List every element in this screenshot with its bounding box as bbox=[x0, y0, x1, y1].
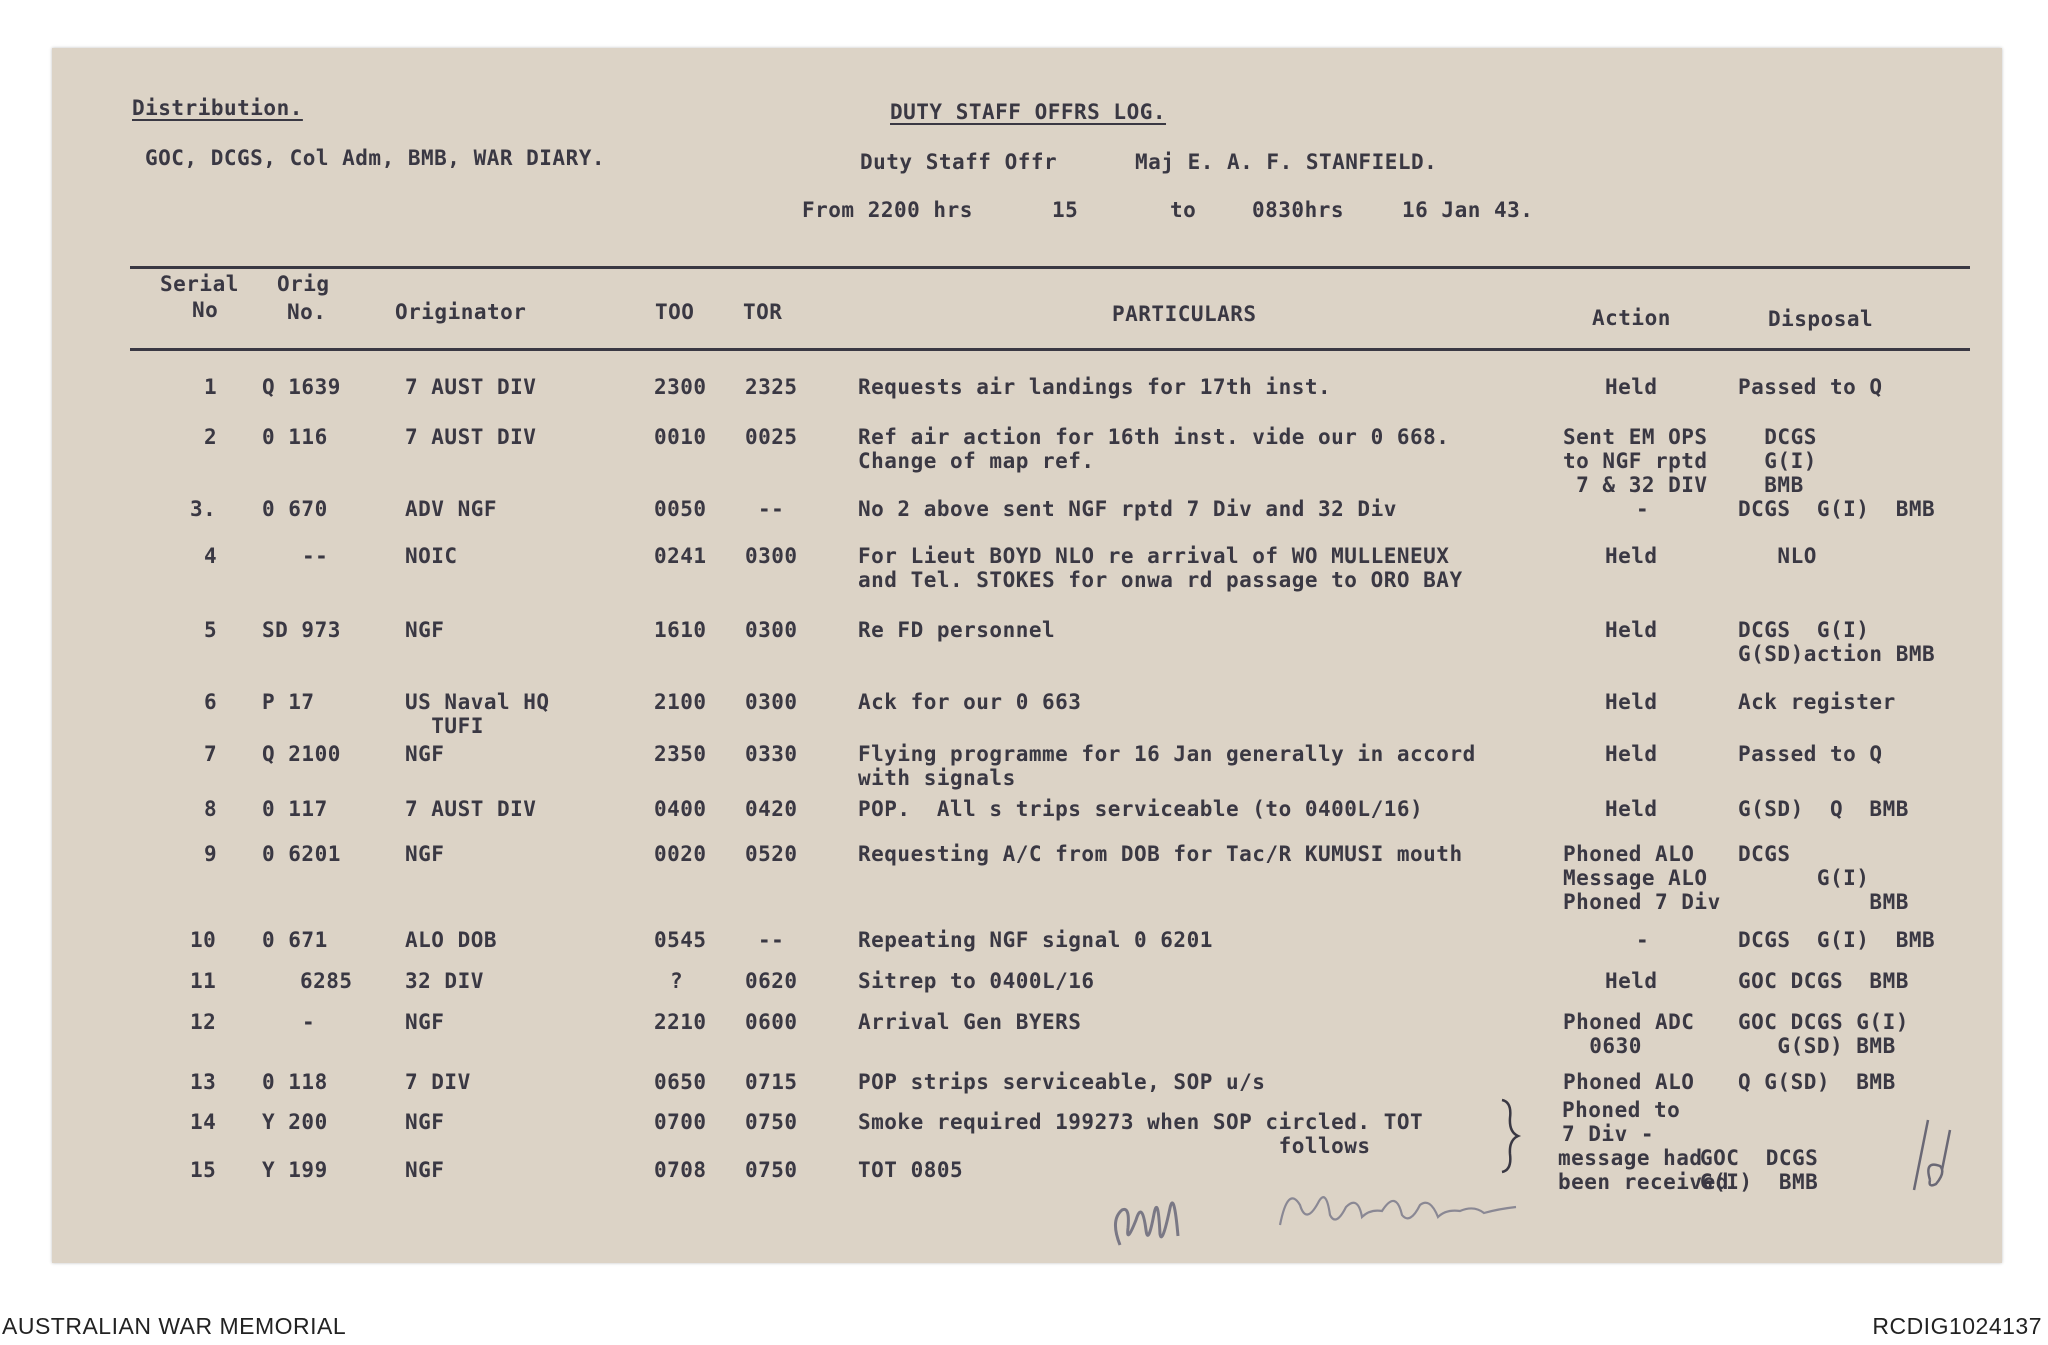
particulars-cell: Repeating NGF signal 0 6201 bbox=[858, 928, 1213, 952]
column-header-action: Action bbox=[1592, 306, 1671, 330]
footer-institution: AUSTRALIAN WAR MEMORIAL bbox=[2, 1313, 347, 1339]
distribution-list: GOC, DCGS, Col Adm, BMB, WAR DIARY. bbox=[145, 146, 606, 170]
page-number-mark bbox=[1900, 1110, 1960, 1200]
column-header-tor: TOR bbox=[743, 300, 783, 324]
action-cell: Phoned ALO bbox=[1563, 842, 1695, 866]
serial-cell: 15 bbox=[190, 1158, 217, 1182]
originator-cell: US Naval HQ bbox=[405, 690, 550, 714]
disposal-cell: BMB bbox=[1738, 473, 1804, 497]
serial-cell: 11 bbox=[190, 969, 217, 993]
shared-disposal-line: GOC DCGS bbox=[1700, 1146, 1819, 1170]
serial-cell: 14 bbox=[190, 1110, 217, 1134]
originator-cell: 7 AUST DIV bbox=[405, 425, 537, 449]
action-cell: Phoned 7 Div bbox=[1563, 890, 1721, 914]
originator-cell: 7 DIV bbox=[405, 1070, 471, 1094]
action-cell: Held bbox=[1605, 618, 1658, 642]
particulars-cell: Ack for our 0 663 bbox=[858, 690, 1082, 714]
serial-cell: 9 bbox=[204, 842, 218, 866]
period-to-time: 0830hrs bbox=[1252, 198, 1345, 222]
column-header-disposal: Disposal bbox=[1768, 307, 1874, 331]
serial-cell: 8 bbox=[204, 797, 218, 821]
orig-no-cell: 0 116 bbox=[262, 425, 328, 449]
disposal-cell: G(I) bbox=[1738, 449, 1817, 473]
originator-cell: TUFI bbox=[405, 714, 484, 738]
action-cell: Phoned ADC bbox=[1563, 1010, 1695, 1034]
orig-no-cell: 6285 bbox=[300, 969, 353, 993]
originator-cell: NOIC bbox=[405, 544, 458, 568]
orig-no-cell: P 17 bbox=[262, 690, 315, 714]
orig-no-cell: -- bbox=[302, 544, 329, 568]
particulars-cell: with signals bbox=[858, 766, 1016, 790]
action-cell: 0630 bbox=[1563, 1034, 1642, 1058]
period-to-label: to bbox=[1170, 198, 1197, 222]
disposal-cell: BMB bbox=[1738, 890, 1909, 914]
particulars-cell: Requesting A/C from DOB for Tac/R KUMUSI mouth bbox=[858, 842, 1463, 866]
too-cell: 0708 bbox=[654, 1158, 707, 1182]
serial-cell: 4 bbox=[204, 544, 218, 568]
originator-cell: NGF bbox=[405, 1010, 445, 1034]
column-header-too: TOO bbox=[655, 300, 695, 324]
originator-cell: NGF bbox=[405, 842, 445, 866]
action-cell: Held bbox=[1605, 969, 1658, 993]
particulars-cell: Arrival Gen BYERS bbox=[858, 1010, 1082, 1034]
orig-no-cell: 0 670 bbox=[262, 497, 328, 521]
action-cell: Held bbox=[1605, 375, 1658, 399]
too-cell: 0650 bbox=[654, 1070, 707, 1094]
action-cell: Sent EM OPS bbox=[1563, 425, 1708, 449]
disposal-cell: Ack register bbox=[1738, 690, 1896, 714]
action-cell: 7 & 32 DIV bbox=[1563, 473, 1708, 497]
shared-action-line: message had bbox=[1558, 1146, 1703, 1170]
orig-no-cell: SD 973 bbox=[262, 618, 341, 642]
column-header-orig: Orig bbox=[277, 272, 330, 296]
particulars-cell: Requests air landings for 17th inst. bbox=[858, 375, 1332, 399]
action-cell: Message ALO bbox=[1563, 866, 1708, 890]
table-header-rule bbox=[130, 348, 1970, 351]
originator-cell: NGF bbox=[405, 618, 445, 642]
orig-no-cell: Y 199 bbox=[262, 1158, 328, 1182]
serial-cell: 10 bbox=[190, 928, 217, 952]
serial-cell: 5 bbox=[204, 618, 218, 642]
action-cell: Held bbox=[1605, 797, 1658, 821]
particulars-cell: and Tel. STOKES for onwa rd passage to ORO BAY bbox=[858, 568, 1463, 592]
tor-cell: 0025 bbox=[745, 425, 798, 449]
too-cell: 0545 bbox=[654, 928, 707, 952]
shared-action-line: Phoned to bbox=[1562, 1098, 1681, 1122]
tor-cell: 0600 bbox=[745, 1010, 798, 1034]
particulars-cell: POP strips serviceable, SOP u/s bbox=[858, 1070, 1266, 1094]
too-cell: 0010 bbox=[654, 425, 707, 449]
initials-signature bbox=[1100, 1150, 1210, 1260]
orig-no-cell: 0 117 bbox=[262, 797, 328, 821]
stanfield-signature bbox=[1270, 1165, 1530, 1245]
shared-action-line: been received bbox=[1558, 1170, 1729, 1194]
orig-no-cell: 0 671 bbox=[262, 928, 328, 952]
originator-cell: ADV NGF bbox=[405, 497, 498, 521]
duty-officer-name: Maj E. A. F. STANFIELD. bbox=[1135, 150, 1438, 174]
footer-record-id: RCDIG1024137 bbox=[1872, 1313, 2042, 1339]
page-title: DUTY STAFF OFFRS LOG. bbox=[890, 100, 1167, 124]
originator-cell: NGF bbox=[405, 1158, 445, 1182]
tor-cell: 0750 bbox=[745, 1110, 798, 1134]
tor-cell: 0330 bbox=[745, 742, 798, 766]
action-cell: Held bbox=[1605, 690, 1658, 714]
too-cell: ? bbox=[670, 969, 684, 993]
originator-cell: NGF bbox=[405, 1110, 445, 1134]
serial-cell: 12 bbox=[190, 1010, 217, 1034]
serial-cell: 2 bbox=[204, 425, 218, 449]
disposal-cell: NLO bbox=[1738, 544, 1817, 568]
serial-cell: 6 bbox=[204, 690, 218, 714]
disposal-cell: DCGS bbox=[1738, 425, 1817, 449]
particulars-cell: POP. All s trips serviceable (to 0400L/16) bbox=[858, 797, 1424, 821]
particulars-cell: For Lieut BOYD NLO re arrival of WO MULLENEUX bbox=[858, 544, 1450, 568]
particulars-cell: Change of map ref. bbox=[858, 449, 1095, 473]
particulars-cell: Re FD personnel bbox=[858, 618, 1056, 642]
disposal-cell: GOC DCGS G(I) bbox=[1738, 1010, 1909, 1034]
column-header-particulars: PARTICULARS bbox=[1112, 302, 1257, 326]
disposal-cell: Q G(SD) BMB bbox=[1738, 1070, 1896, 1094]
disposal-cell: DCGS bbox=[1738, 842, 1791, 866]
disposal-cell: G(SD)action BMB bbox=[1738, 642, 1936, 666]
action-cell: Phoned ALO bbox=[1563, 1070, 1695, 1094]
too-cell: 2350 bbox=[654, 742, 707, 766]
particulars-cell: Smoke required 199273 when SOP circled. TOT bbox=[858, 1110, 1424, 1134]
tor-cell: 0520 bbox=[745, 842, 798, 866]
disposal-cell: GOC DCGS BMB bbox=[1738, 969, 1909, 993]
serial-cell: 1 bbox=[204, 375, 218, 399]
too-cell: 2300 bbox=[654, 375, 707, 399]
particulars-cell: Flying programme for 16 Jan generally in accord bbox=[858, 742, 1476, 766]
table-top-rule bbox=[130, 266, 1970, 269]
period-to-date: 16 Jan 43. bbox=[1402, 198, 1534, 222]
tor-cell: 0750 bbox=[745, 1158, 798, 1182]
disposal-cell: G(SD) BMB bbox=[1738, 1034, 1896, 1058]
tor-cell: -- bbox=[758, 928, 785, 952]
column-header-serial: Serial bbox=[160, 272, 239, 296]
action-cell: to NGF rptd bbox=[1563, 449, 1708, 473]
too-cell: 0700 bbox=[654, 1110, 707, 1134]
particulars-cell: follows bbox=[858, 1134, 1371, 1158]
orig-no-cell: 0 118 bbox=[262, 1070, 328, 1094]
tor-cell: -- bbox=[758, 497, 785, 521]
disposal-cell: G(SD) Q BMB bbox=[1738, 797, 1909, 821]
tor-cell: 0300 bbox=[745, 690, 798, 714]
particulars-cell: Sitrep to 0400L/16 bbox=[858, 969, 1095, 993]
too-cell: 0020 bbox=[654, 842, 707, 866]
disposal-cell: DCGS G(I) BMB bbox=[1738, 928, 1936, 952]
tor-cell: 2325 bbox=[745, 375, 798, 399]
tor-cell: 0715 bbox=[745, 1070, 798, 1094]
orig-no-cell: Y 200 bbox=[262, 1110, 328, 1134]
duty-officer-label: Duty Staff Offr bbox=[860, 150, 1058, 174]
serial-cell: 3. bbox=[190, 497, 217, 521]
column-header-originator: Originator bbox=[395, 300, 527, 324]
orig-no-cell: Q 2100 bbox=[262, 742, 341, 766]
tor-cell: 0300 bbox=[745, 544, 798, 568]
too-cell: 0050 bbox=[654, 497, 707, 521]
too-cell: 0241 bbox=[654, 544, 707, 568]
action-cell: - bbox=[1636, 928, 1650, 952]
period-from-label: From 2200 hrs bbox=[802, 198, 973, 222]
disposal-cell: Passed to Q bbox=[1738, 742, 1883, 766]
tor-cell: 0420 bbox=[745, 797, 798, 821]
column-header-orig-no: No. bbox=[287, 300, 327, 324]
brace-mark bbox=[1498, 1096, 1522, 1176]
period-from-day: 15 bbox=[1052, 198, 1079, 222]
originator-cell: 7 AUST DIV bbox=[405, 797, 537, 821]
particulars-cell: Ref air action for 16th inst. vide our 0 668. bbox=[858, 425, 1450, 449]
particulars-cell: No 2 above sent NGF rptd 7 Div and 32 Div bbox=[858, 497, 1397, 521]
action-cell: Held bbox=[1605, 544, 1658, 568]
shared-disposal-line: G(I) BMB bbox=[1700, 1170, 1819, 1194]
orig-no-cell: Q 1639 bbox=[262, 375, 341, 399]
orig-no-cell: 0 6201 bbox=[262, 842, 341, 866]
too-cell: 1610 bbox=[654, 618, 707, 642]
too-cell: 2210 bbox=[654, 1010, 707, 1034]
column-header-serial-no: No bbox=[192, 298, 219, 322]
disposal-cell: DCGS G(I) BMB bbox=[1738, 497, 1936, 521]
serial-cell: 7 bbox=[204, 742, 218, 766]
particulars-cell: TOT 0805 bbox=[858, 1158, 964, 1182]
serial-cell: 13 bbox=[190, 1070, 217, 1094]
too-cell: 0400 bbox=[654, 797, 707, 821]
disposal-cell: G(I) bbox=[1738, 866, 1870, 890]
originator-cell: 7 AUST DIV bbox=[405, 375, 537, 399]
too-cell: 2100 bbox=[654, 690, 707, 714]
disposal-cell: Passed to Q bbox=[1738, 375, 1883, 399]
shared-action-line: 7 Div - bbox=[1562, 1122, 1655, 1146]
originator-cell: ALO DOB bbox=[405, 928, 498, 952]
disposal-cell: DCGS G(I) bbox=[1738, 618, 1870, 642]
distribution-label: Distribution. bbox=[132, 96, 303, 120]
originator-cell: 32 DIV bbox=[405, 969, 484, 993]
originator-cell: NGF bbox=[405, 742, 445, 766]
action-cell: Held bbox=[1605, 742, 1658, 766]
action-cell: - bbox=[1636, 497, 1650, 521]
tor-cell: 0620 bbox=[745, 969, 798, 993]
tor-cell: 0300 bbox=[745, 618, 798, 642]
orig-no-cell: - bbox=[302, 1010, 316, 1034]
